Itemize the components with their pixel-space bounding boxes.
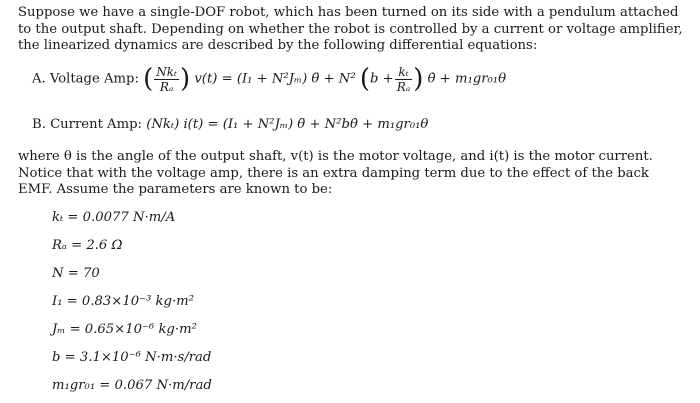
param-ra: Rₐ = 2.6 Ω [52,238,123,253]
equation-a-middle: v(t) = (I₁ + N²Jₘ) θ̈ + N² [194,71,356,87]
fraction-kt-ra [395,65,413,94]
param-kt: kₜ = 0.0077 N·m/A [52,210,176,225]
b-plus: b + [370,71,394,87]
fraction-nkt-ra [154,65,179,94]
equation-b-label: B. Current Amp: [32,117,142,132]
equation-current-amp [32,117,428,132]
paren-open-2: ( [359,64,370,94]
fraction-denominator: Rₐ [396,79,411,94]
paren-close: ) [179,64,191,94]
paren-open: ( [143,64,154,94]
param-jm: Jₘ = 0.65×10⁻⁶ kg·m² [52,322,197,337]
param-n: N = 70 [52,266,100,281]
equation-b-body: (Nkₜ) i(t) = (I₁ + N²Jₘ) θ̈ + N²bθ̇ + m₁gr₀₁θ [146,117,429,132]
fraction-numerator: kₜ [395,65,413,80]
fraction-numerator: Nkₜ [156,64,177,79]
equation-a-tail: θ̇ + m₁gr₀₁θ [427,71,507,87]
fraction-denominator: Rₐ [159,79,174,94]
paren-close-2: ) [413,64,424,94]
equation-a-label: A. Voltage Amp: [32,71,139,87]
param-m1gr01: m₁gr₀₁ = 0.067 N·m/rad [52,378,212,393]
param-i1: I₁ = 0.83×10⁻³ kg·m² [52,294,194,309]
problem-intro: Suppose we have a single-DOF robot, which has been turned on its side with a pendulum attached to the output shaft. Depending on whether the robot is controlled by a current or voltage amplifier, the linearized dynamics are described by the following differential equations: [18,5,683,53]
equation-voltage-amp [32,64,506,94]
param-b: b = 3.1×10⁻⁶ N·m·s/rad [52,350,212,365]
where-paragraph: where θ is the angle of the output shaft, v(t) is the motor voltage, and i(t) is the motor current. Notice that with the voltage amp, there is an extra damping term due to the effect of the back EMF. Assume the parameters are known to be: [18,149,653,197]
